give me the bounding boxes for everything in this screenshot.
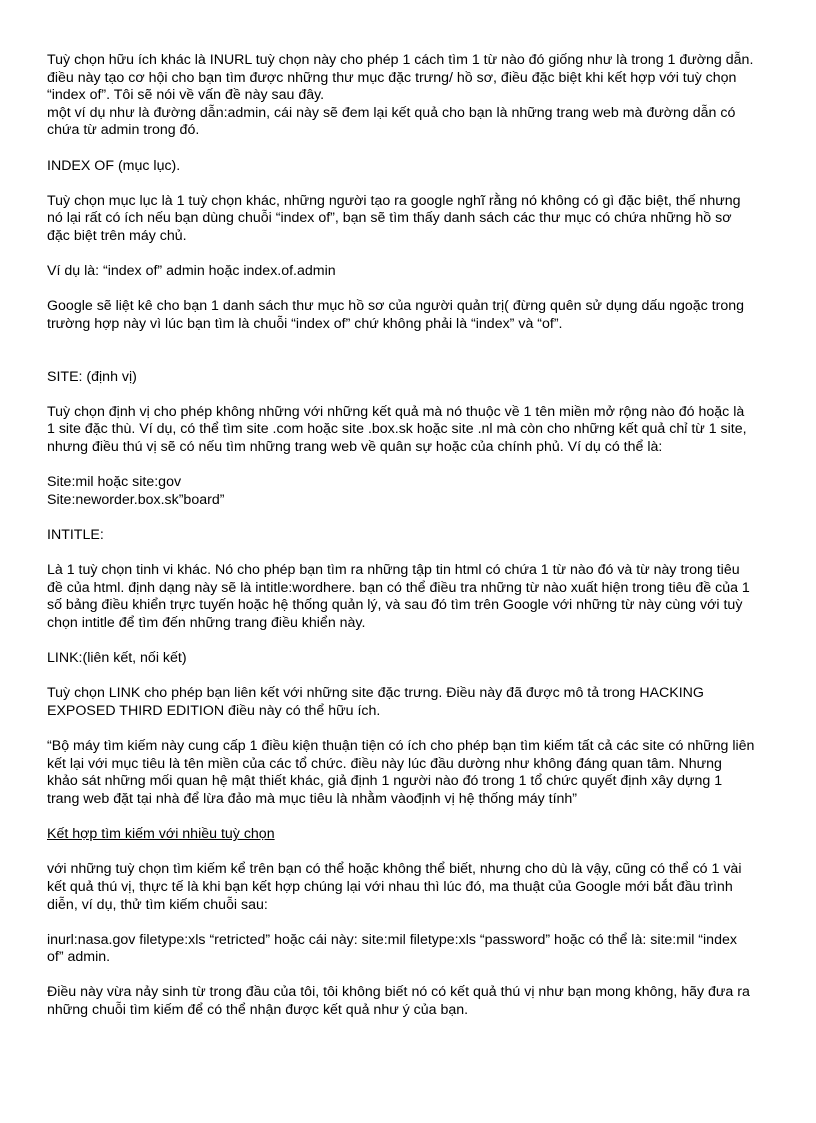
quote-line: kết lại với mục tiêu là tên miền của các tổ chức. điều này lúc đầu dường như không đáng quan tâm. Nhưng — [47, 755, 722, 772]
query-line: of” admin. — [47, 949, 111, 966]
paragraph-line: trường hợp này vì lúc bạn tìm là chuỗi “index of” chứ không phải là “index” và “of”. — [47, 315, 563, 332]
intro-paragraph — [47, 52, 787, 140]
paragraph-line: Tuỳ chọn mục lục là 1 tuỳ chọn khác, những người tạo ra google nghĩ rằng nó không có gì đặc biệt, thế nhưng — [47, 192, 741, 209]
paragraph-line: Là 1 tuỳ chọn tinh vi khác. Nó cho phép bạn tìm ra những tập tin html có chứa 1 từ nào đó và từ này trong tiêu — [47, 562, 740, 579]
combined-heading: Kết hợp tìm kiếm với nhiều tuỳ chọn — [47, 826, 275, 843]
link-paragraph — [47, 685, 787, 720]
paragraph-line: đề của html. định dạng này sẽ là intitle:wordhere. bạn có thể điều tra những từ nào xuất hiện trong tiêu đề của 1 — [47, 579, 750, 596]
quote-line: “Bộ máy tìm kiếm này cung cấp 1 điều kiện thuận tiện có ích cho phép bạn tìm kiếm tất cả các site có những liên — [47, 738, 755, 755]
quote-line: trang web đặt tại nhà để lừa đảo mà mục tiêu là nhằm vàođịnh vị hệ thống máy tính” — [47, 790, 578, 807]
closing-paragraph — [47, 984, 787, 1019]
link-quote — [47, 738, 787, 808]
link-heading: LINK:(liên kết, nối kết) — [47, 650, 187, 667]
index-of-heading: INDEX OF (mục lục). — [47, 157, 181, 174]
example-line: Site:mil hoặc site:gov — [47, 474, 182, 491]
paragraph-line: kết quả thú vị, thực tế là khi bạn kết hợp chúng lại với nhau thì lúc đó, ma thuật của Google mới bắt đầu trình — [47, 878, 733, 895]
paragraph-line: Google sẽ liệt kê cho bạn 1 danh sách thư mục hồ sơ của người quản trị( đừng quên sử dụng dấu ngoặc trong — [47, 298, 745, 315]
document-body — [47, 52, 787, 1020]
example-line: Site:neworder.box.sk”board” — [47, 491, 225, 508]
site-paragraph — [47, 404, 787, 457]
paragraph-line: Điều này vừa nảy sinh từ trong đầu của tôi, tôi không biết nó có kết quả thú vị như bạn mong không, hãy đưa ra — [47, 984, 750, 1001]
paragraph-line: diễn, ví dụ, thử tìm kiếm chuỗi sau: — [47, 896, 268, 913]
combined-paragraph — [47, 861, 787, 914]
paragraph-line: chọn intitle để tìm đến những trang điều khiển này. — [47, 615, 366, 631]
site-examples — [47, 474, 787, 509]
site-heading: SITE: (định vị) — [47, 368, 137, 385]
intitle-paragraph — [47, 562, 787, 632]
index-of-example: Ví dụ là: “index of” admin hoặc index.of.admin — [47, 263, 336, 280]
paragraph-line: nhưng điều thú vị sẽ có nếu tìm những trang web về quân sự hoặc của chính phủ. Ví dụ có thể là: — [47, 439, 663, 456]
combined-query — [47, 932, 787, 967]
paragraph-line: EXPOSED THIRD EDITION điều này có thể hữu ích. — [47, 702, 381, 719]
index-of-paragraph — [47, 193, 787, 246]
intro-line: điều này tạo cơ hội cho bạn tìm được những thư mục đặc trưng/ hồ sơ, điều đặc biệt khi kết hợp với tuỳ chọn — [47, 69, 737, 86]
intro-line: chứa từ admin trong đó. — [47, 122, 200, 139]
paragraph-line: những chuỗi tìm kiếm để có thể nhận được kết quả như ý của bạn. — [47, 1002, 469, 1019]
paragraph-line: đặc biệt trên máy chủ. — [47, 227, 187, 244]
intro-line: một ví dụ như là đường dẫn:admin, cái này sẽ đem lại kết quả cho bạn là những trang web mà đường dẫn có — [47, 104, 736, 121]
paragraph-line: Tuỳ chọn định vị cho phép không những với những kết quả mà nó thuộc về 1 tên miền mở rộng nào đó hoặc là — [47, 403, 745, 420]
paragraph-line: Tuỳ chọn LINK cho phép bạn liên kết với những site đặc trưng. Điều này đã được mô tả trong HACKING — [47, 685, 704, 702]
intro-line: Tuỳ chọn hữu ích khác là INURL tuỳ chọn này cho phép 1 cách tìm 1 từ nào đó giống như là trong 1 đường dẫn. — [47, 52, 754, 68]
paragraph-line: 1 site đặc thù. Ví dụ, có thể tìm site .com hoặc site .box.sk hoặc site .nl mà còn cho những kết quả chỉ từ 1 site, — [47, 421, 747, 438]
query-line: inurl:nasa.gov filetype:xls “retricted” hoặc cái này: site:mil filetype:xls “password” hoặc có thể là: site:mil “index — [47, 931, 737, 948]
quote-line: khảo sát những mối quan hệ mật thiết khác, giả định 1 người nào đó trong 1 tổ chức quyết định xây dựng 1 — [47, 773, 723, 790]
paragraph-line: nó lại rất có ích nếu bạn dùng chuỗi “index of”, bạn sẽ tìm thấy danh sách các thư mục có chứa những hồ sơ — [47, 210, 732, 227]
paragraph-line: với những tuỳ chọn tìm kiếm kể trên bạn có thể hoặc không thể biết, nhưng cho dù là vậy, cũng có thể có 1 vài — [47, 861, 742, 878]
index-of-note — [47, 298, 787, 333]
intro-line: “index of”. Tôi sẽ nói về vấn đề này sau đây. — [47, 87, 325, 104]
paragraph-line: số bảng điều khiển trực tuyến hoặc hệ thống quản lý, và sau đó tìm trên Google với những từ này cùng với tuỳ — [47, 597, 743, 614]
intitle-heading: INTITLE: — [47, 527, 104, 544]
